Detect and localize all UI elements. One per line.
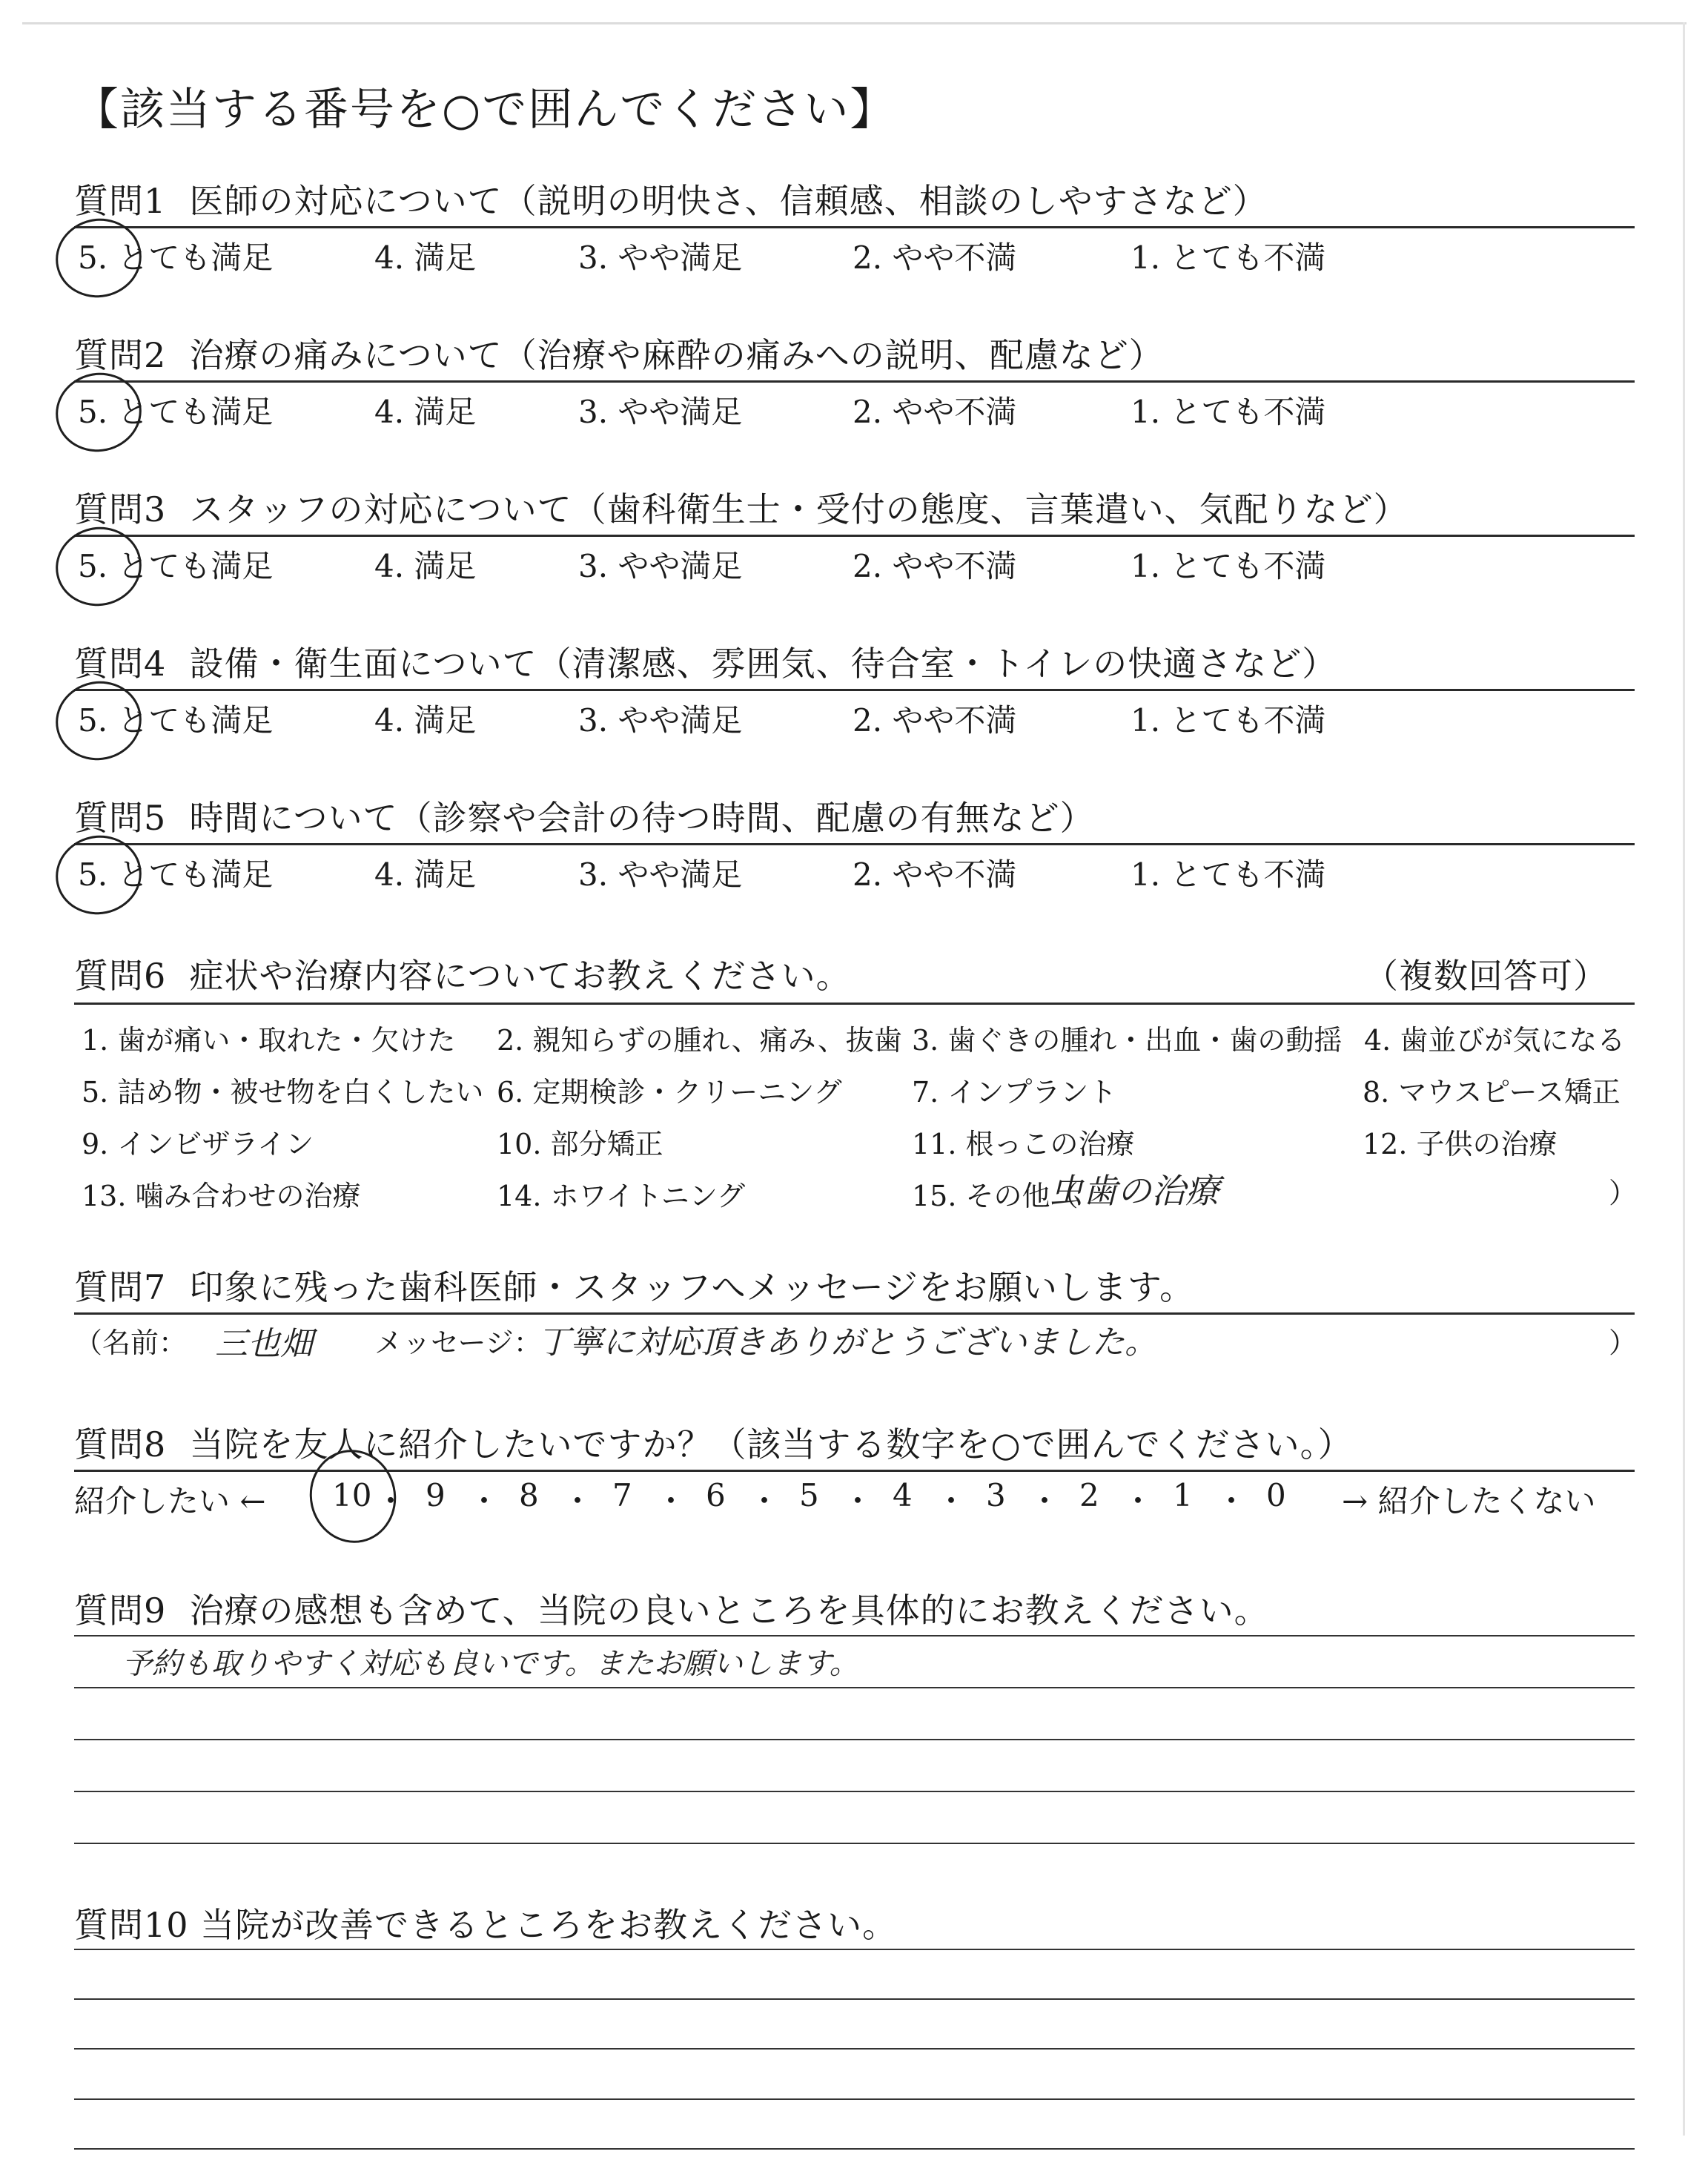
q4-option-2[interactable]: 2. やや不満 — [853, 702, 1017, 739]
q6-underline — [74, 1003, 1635, 1005]
q7-message-label: メッセージ： — [374, 1327, 542, 1359]
q1-option-3[interactable]: 3. やや満足 — [578, 240, 743, 276]
q6-option-5[interactable]: 5. 詰め物・被せ物を白くしたい — [82, 1076, 484, 1109]
q4-option-4[interactable]: 4. 満足 — [374, 702, 477, 739]
q5-underline — [74, 843, 1635, 845]
q10-line-3 — [74, 2048, 1635, 2050]
q9-text: 治療の感想も含めて、当院の良いところを具体的にお教えください。 — [189, 1591, 1269, 1631]
q2-option-2[interactable]: 2. やや不満 — [853, 394, 1017, 430]
q10-number: 質問10 — [74, 1905, 189, 1945]
q2-option-4[interactable]: 4. 満足 — [374, 394, 477, 430]
q6-other-answer[interactable]: 虫歯の治療 — [1049, 1171, 1219, 1211]
q8-left-label: 紹介したい ← — [74, 1483, 266, 1519]
q2-number: 質問2 — [74, 335, 167, 375]
q3-text: スタッフの対応について（歯科衛生士・受付の態度、言葉遣い、気配りなど） — [189, 489, 1409, 529]
q4-option-3[interactable]: 3. やや満足 — [578, 702, 743, 739]
q2-option-1[interactable]: 1. とても不満 — [1131, 394, 1326, 430]
q7-number: 質問7 — [74, 1267, 167, 1307]
q3-underline — [74, 535, 1635, 537]
q8-scale-0[interactable]: 0 — [1266, 1477, 1286, 1513]
q6-option-9[interactable]: 9. インビザライン — [82, 1128, 314, 1160]
q8-separator: ・ — [1029, 1483, 1061, 1519]
q1-underline — [74, 226, 1635, 228]
q3-option-1[interactable]: 1. とても不満 — [1131, 548, 1326, 584]
q1-option-2[interactable]: 2. やや不満 — [853, 240, 1017, 276]
q8-scale-7[interactable]: 7 — [612, 1477, 632, 1513]
q3-option-2[interactable]: 2. やや不満 — [853, 548, 1017, 584]
q8-scale-8[interactable]: 8 — [519, 1477, 539, 1513]
q7-label — [74, 1261, 1194, 1309]
q6-option-4[interactable]: 4. 歯並びが気になる — [1364, 1024, 1626, 1057]
q5-option-2[interactable]: 2. やや不満 — [853, 856, 1017, 893]
q3-label — [74, 483, 1409, 532]
q5-number: 質問5 — [74, 798, 167, 838]
q10-label — [74, 1898, 897, 1947]
q6-number: 質問6 — [74, 956, 167, 996]
q9-line-1 — [74, 1635, 1635, 1636]
q3-option-4[interactable]: 4. 満足 — [374, 548, 477, 584]
q4-label — [74, 637, 1337, 686]
q9-number: 質問9 — [74, 1591, 167, 1631]
q1-selection-circle — [48, 211, 149, 305]
q7-name-value[interactable]: 三也畑 — [215, 1325, 313, 1363]
q2-label — [74, 328, 1164, 377]
q6-other-close: ） — [1609, 1177, 1638, 1209]
q6-option-13[interactable]: 13. 噛み合わせの治療 — [82, 1180, 361, 1212]
q6-option-3[interactable]: 3. 歯ぐきの腫れ・出血・歯の動揺 — [912, 1024, 1343, 1057]
q6-text: 症状や治療内容についてお教えください。 — [189, 956, 851, 996]
q3-selection-circle — [48, 519, 149, 614]
q8-label — [74, 1418, 1353, 1467]
q5-text: 時間について（診察や会計の待つ時間、配慮の有無など） — [189, 798, 1095, 838]
q8-separator: ・ — [469, 1483, 500, 1519]
q8-scale-9[interactable]: 9 — [426, 1477, 446, 1513]
q8-underline — [74, 1470, 1635, 1472]
q2-selection-circle — [48, 365, 149, 460]
q7-message-value[interactable]: 丁寧に対応頂きありがとうございました。 — [537, 1324, 1157, 1361]
q5-option-5[interactable]: 5. とても満足 — [78, 856, 274, 893]
q6-option-10[interactable]: 10. 部分矯正 — [497, 1128, 663, 1160]
q6-option-14[interactable]: 14. ホワイトニング — [497, 1180, 746, 1212]
q6-option-6[interactable]: 6. 定期検診・クリーニング — [497, 1076, 842, 1109]
q9-label — [74, 1584, 1269, 1633]
q8-right-label: → 紹介したくない — [1342, 1483, 1596, 1519]
form-title: 【該当する番号を○で囲んでください】 — [74, 84, 896, 136]
q5-label — [74, 791, 1095, 840]
q1-label — [74, 174, 1268, 223]
q5-selection-circle — [48, 828, 149, 922]
q10-text: 当院が改善できるところをお教えください。 — [200, 1905, 898, 1945]
q10-line-2 — [74, 1998, 1635, 2000]
q2-underline — [74, 380, 1635, 383]
q6-note: （複数回答可） — [1364, 956, 1608, 996]
q4-underline — [74, 689, 1635, 691]
q8-separator: ・ — [1122, 1483, 1154, 1519]
q4-option-1[interactable]: 1. とても不満 — [1131, 702, 1326, 739]
q8-scale-6[interactable]: 6 — [706, 1477, 726, 1513]
q3-number: 質問3 — [74, 489, 167, 529]
q1-option-4[interactable]: 4. 満足 — [374, 240, 477, 276]
q6-option-1[interactable]: 1. 歯が痛い・取れた・欠けた — [82, 1024, 456, 1057]
q2-option-3[interactable]: 3. やや満足 — [578, 394, 743, 430]
q9-answer[interactable]: 予約も取りやすく対応も良いです。またお願いします。 — [122, 1647, 859, 1681]
q1-option-1[interactable]: 1. とても不満 — [1131, 240, 1326, 276]
q7-text: 印象に残った歯科医師・スタッフへメッセージをお願いします。 — [189, 1267, 1195, 1307]
q6-label — [74, 949, 851, 998]
q10-line-1 — [74, 1949, 1635, 1950]
q5-option-4[interactable]: 4. 満足 — [374, 856, 477, 893]
scan-edge-top — [22, 22, 1687, 24]
q8-scale-5[interactable]: 5 — [799, 1477, 819, 1513]
q4-option-5[interactable]: 5. とても満足 — [78, 702, 274, 739]
q2-option-5[interactable]: 5. とても満足 — [78, 394, 274, 430]
q1-text: 医師の対応について（説明の明快さ、信頼感、相談のしやすさなど） — [189, 181, 1268, 221]
q9-line-2 — [74, 1687, 1635, 1688]
q8-separator: ・ — [749, 1483, 781, 1519]
q8-scale-10[interactable]: 10 — [332, 1477, 372, 1513]
q7-close: ） — [1609, 1327, 1638, 1359]
scan-edge-right — [1683, 22, 1685, 2136]
q10-line-5 — [74, 2148, 1635, 2150]
q8-separator: ・ — [562, 1483, 594, 1519]
q5-option-1[interactable]: 1. とても不満 — [1131, 856, 1326, 893]
q1-option-5[interactable]: 5. とても満足 — [78, 240, 274, 276]
q6-option-15[interactable]: 15. その他（ — [912, 1180, 1079, 1212]
q7-underline — [74, 1312, 1635, 1315]
q4-number: 質問4 — [74, 644, 167, 684]
q6-option-8[interactable]: 8. マウスピース矯正 — [1363, 1076, 1621, 1109]
q6-option-7[interactable]: 7. インプラント — [912, 1076, 1117, 1109]
q6-option-12[interactable]: 12. 子供の治療 — [1363, 1128, 1558, 1160]
q8-scale-3[interactable]: 3 — [986, 1477, 1006, 1513]
q3-option-5[interactable]: 5. とても満足 — [78, 548, 274, 584]
q4-selection-circle — [48, 673, 149, 768]
q10-line-4 — [74, 2098, 1635, 2100]
q8-scale-1[interactable]: 1 — [1173, 1477, 1193, 1513]
q9-line-4 — [74, 1791, 1635, 1792]
q8-separator: ・ — [936, 1483, 967, 1519]
q9-line-3 — [74, 1739, 1635, 1740]
q9-line-5 — [74, 1843, 1635, 1844]
q8-number: 質問8 — [74, 1424, 167, 1464]
q8-separator: ・ — [1216, 1483, 1248, 1519]
q8-text: 当院を友人に紹介したいですか？（該当する数字を○で囲んでください。） — [189, 1424, 1353, 1464]
q8-scale-2[interactable]: 2 — [1079, 1477, 1099, 1513]
q6-option-11[interactable]: 11. 根っこの治療 — [912, 1128, 1135, 1160]
q5-option-3[interactable]: 3. やや満足 — [578, 856, 743, 893]
q8-scale-4[interactable]: 4 — [893, 1477, 913, 1513]
q4-text: 設備・衛生面について（清潔感、雰囲気、待合室・トイレの快適さなど） — [189, 644, 1337, 684]
q3-option-3[interactable]: 3. やや満足 — [578, 548, 743, 584]
q8-separator: ・ — [375, 1483, 407, 1519]
q7-name-label: （名前： — [74, 1327, 188, 1359]
q8-separator: ・ — [842, 1483, 874, 1519]
q8-separator: ・ — [655, 1483, 687, 1519]
q1-number: 質問1 — [74, 181, 167, 221]
q2-text: 治療の痛みについて（治療や麻酔の痛みへの説明、配慮など） — [189, 335, 1164, 375]
q6-option-2[interactable]: 2. 親知らずの腫れ、痛み、抜歯 — [497, 1024, 902, 1057]
